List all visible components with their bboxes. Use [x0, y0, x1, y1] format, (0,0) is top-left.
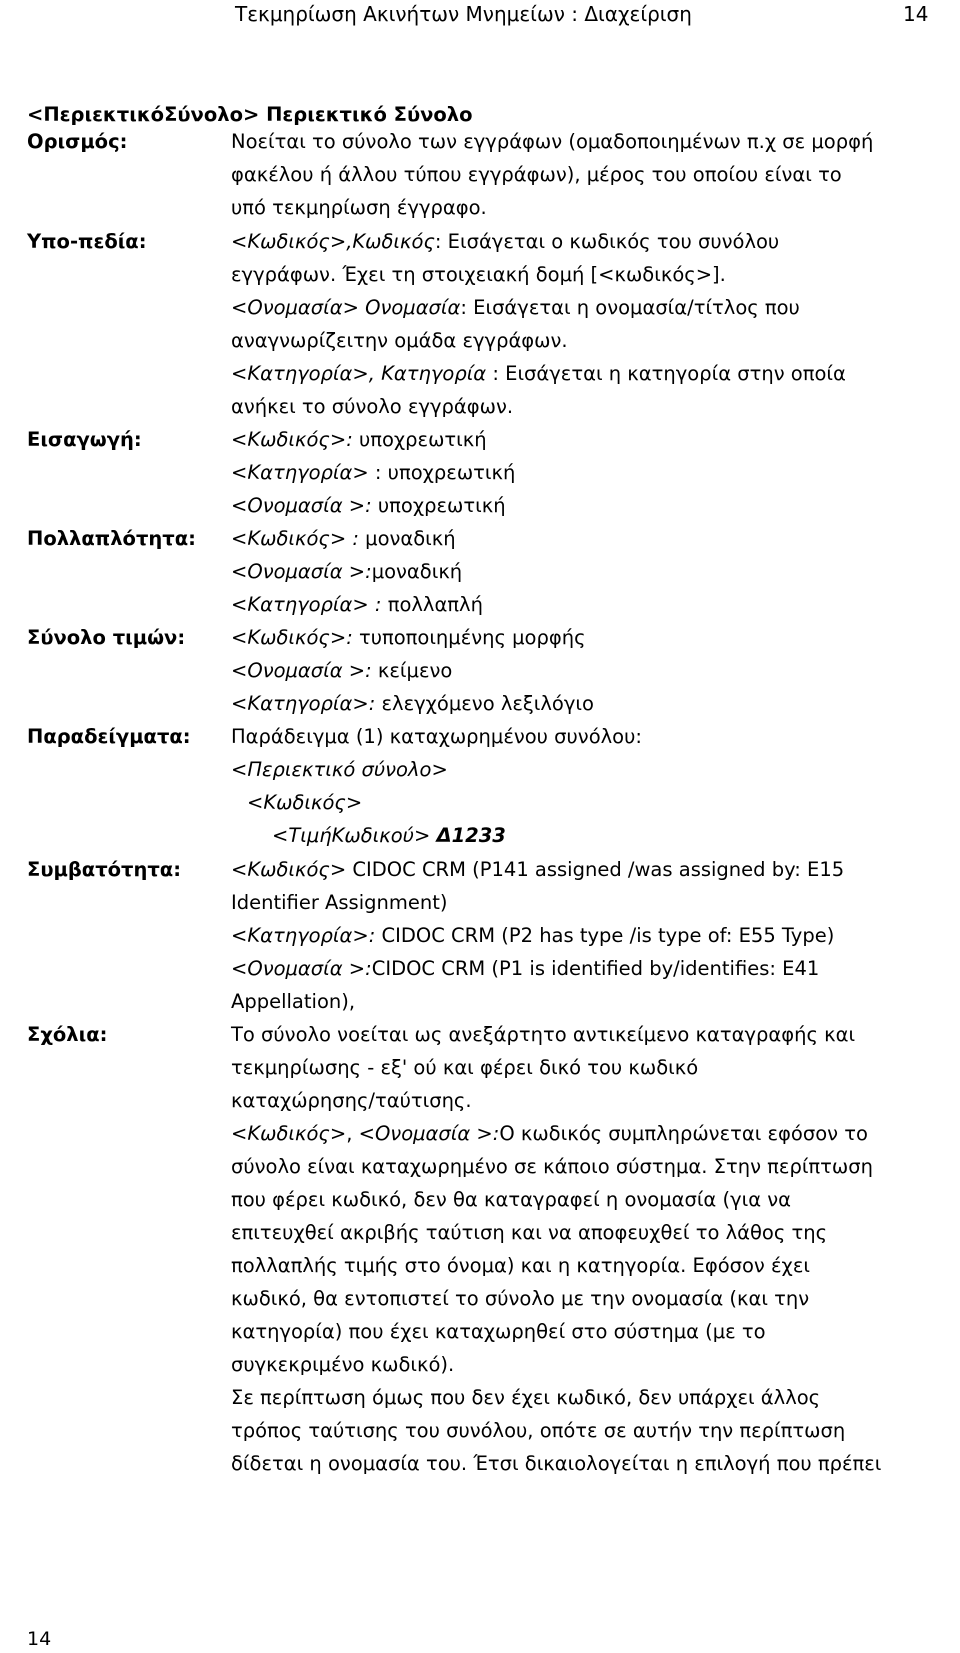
subfields-line — [231, 296, 800, 319]
compatibility-line — [231, 858, 844, 881]
multiplicity-line — [231, 560, 462, 583]
definition-line: φακέλου ή άλλου τύπου εγγράφων), μέρος του οποίου είναι το — [231, 163, 842, 186]
example-line — [272, 824, 506, 847]
compatibility-line: Appellation), — [231, 990, 356, 1013]
compatibility-line: Identifier Assignment) — [231, 891, 448, 914]
example-line — [231, 758, 448, 781]
example-value-tag: <ΤιμήΚωδικού> — [272, 824, 431, 847]
subfield-text: : Εισάγεται η ονομασία/τίτλος που — [460, 296, 800, 319]
name-field-ref: <Ονομασία> Ονομασία — [231, 296, 461, 319]
value-set-text: τυποποιημένης μορφής — [352, 626, 586, 649]
subfields-line: αναγνωρίζειτην ομάδα εγγράφων. — [231, 329, 568, 352]
name-field-ref: <Ονομασία >: — [231, 957, 372, 980]
comment-line: Σε περίπτωση όμως που δεν έχει κωδικό, δεν υπάρχει άλλος — [231, 1386, 821, 1409]
code-field-ref: <Κωδικός>: — [231, 428, 353, 451]
subfield-text: : Εισάγεται ο κωδικός του συνόλου — [434, 230, 780, 253]
compatibility-line — [231, 924, 834, 947]
code-field-ref: <Κωδικός>,Κωδικός — [231, 230, 435, 253]
comment-line: σύνολο είναι καταχωρημένο σε κάποιο σύστημα. Στην περίπτωση — [231, 1155, 873, 1178]
comment-line: Το σύνολο νοείται ως ανεξάρτητο αντικείμενο καταγραφής και — [231, 1023, 856, 1046]
example-line — [247, 791, 362, 814]
category-field-ref: <Κατηγορία> — [231, 461, 369, 484]
page-header-title: Τεκμηρίωση Ακινήτων Μνημείων : Διαχείριση — [235, 2, 692, 26]
comment-line — [231, 1122, 868, 1145]
comment-line: επιτευχθεί ακριβής ταύτιση και να αποφευχθεί το λάθος της — [231, 1221, 828, 1244]
value-set-label: Σύνολο τιμών: — [27, 626, 186, 649]
comment-text: Ο κωδικός συμπληρώνεται εφόσον το — [499, 1122, 868, 1145]
definition-line: υπό τεκμηρίωση έγγραφο. — [231, 196, 487, 219]
subfield-text: : Εισάγεται η κατηγορία στην οποία — [486, 362, 846, 385]
compatibility-text: CIDOC CRM (P2 has type /is type of: E55 Type) — [375, 924, 835, 947]
name-field-ref: <Ονομασία >: — [358, 1122, 500, 1145]
entry-label: Εισαγωγή: — [27, 428, 142, 451]
value-set-line — [231, 659, 452, 682]
category-field-ref: <Κατηγορία>: — [231, 924, 376, 947]
category-field-ref: <Κατηγορία>: — [231, 692, 376, 715]
comment-line: πολλαπλής τιμής στο όνομα) και η κατηγορία. Εφόσον έχει — [231, 1254, 810, 1277]
multiplicity-line — [231, 527, 456, 550]
entry-text: : υποχρεωτική — [368, 461, 516, 484]
code-field-ref: <Κωδικός> — [231, 1122, 347, 1145]
name-field-ref: <Ονομασία >: — [231, 560, 372, 583]
entry-text: υποχρεωτική — [352, 428, 487, 451]
code-field-ref: <Κωδικός> — [231, 858, 347, 881]
name-field-ref: <Ονομασία >: — [231, 659, 372, 682]
comment-line: κωδικό, θα εντοπιστεί το σύνολο με την ονομασία (και την — [231, 1287, 810, 1310]
page-header-number: 14 — [903, 2, 929, 26]
name-field-ref: <Ονομασία >: — [231, 494, 372, 517]
multiplicity-label: Πολλαπλότητα: — [27, 527, 196, 550]
page-footer-number: 14 — [27, 1628, 52, 1650]
value-set-text: ελεγχόμενο λεξιλόγιο — [375, 692, 594, 715]
entry-line — [231, 428, 487, 451]
compatibility-text: CIDOC CRM (P1 is identified by/identifies: E41 — [371, 957, 820, 980]
compatibility-text: CIDOC CRM (P141 assigned /was assigned by: E15 — [346, 858, 845, 881]
subfields-line — [231, 362, 846, 385]
code-field-ref: <Κωδικός> : — [231, 527, 359, 550]
comments-label: Σχόλια: — [27, 1023, 108, 1046]
example-code-tag: <Κωδικός> — [247, 791, 363, 814]
examples-label: Παραδείγματα: — [27, 725, 191, 748]
subfields-line — [231, 230, 779, 253]
comment-line: που φέρει κωδικό, δεν θα καταγραφεί η ονομασία (για να — [231, 1188, 792, 1211]
value-set-line — [231, 692, 594, 715]
entry-line — [231, 494, 506, 517]
category-field-ref: <Κατηγορία> : — [231, 593, 382, 616]
definition-label: Ορισμός: — [27, 130, 128, 153]
multiplicity-text: μοναδική — [371, 560, 463, 583]
comment-line: τεκμηρίωσης - εξ' ού και φέρει δικό του κωδικό — [231, 1056, 699, 1079]
example-line: Παράδειγμα (1) καταχωρημένου συνόλου: — [231, 725, 642, 748]
comment-line: τρόπος ταύτισης του συνόλου, οπότε σε αυτήν την περίπτωση — [231, 1419, 846, 1442]
subfields-line: ανήκει το σύνολο εγγράφων. — [231, 395, 514, 418]
comment-separator: , — [346, 1122, 359, 1145]
section-heading: <ΠεριεκτικόΣύνολο> Περιεκτικό Σύνολο — [27, 103, 473, 126]
entry-line — [231, 461, 515, 484]
comment-line: καταχώρησης/ταύτισης. — [231, 1089, 472, 1112]
code-field-ref: <Κωδικός>: — [231, 626, 353, 649]
comment-line: κατηγορία) που έχει καταχωρηθεί στο σύστημα (με το — [231, 1320, 766, 1343]
multiplicity-text: πολλαπλή — [381, 593, 483, 616]
value-set-text: κείμενο — [371, 659, 453, 682]
compatibility-label: Συμβατότητα: — [27, 858, 182, 881]
comment-line: συγκεκριμένο κωδικό). — [231, 1353, 455, 1376]
subfields-label: Υπο-πεδία: — [27, 230, 147, 253]
entry-text: υποχρεωτική — [371, 494, 506, 517]
compatibility-line — [231, 957, 819, 980]
multiplicity-line — [231, 593, 483, 616]
example-value: Δ1233 — [436, 824, 506, 847]
subfields-line: εγγράφων. Έχει τη στοιχειακή δομή [<κωδικός>]. — [231, 263, 726, 286]
comment-line: δίδεται η ονομασία του. Έτσι δικαιολογείται η επιλογή που πρέπει — [231, 1452, 882, 1475]
value-set-line — [231, 626, 586, 649]
example-collection-tag: <Περιεκτικό σύνολο> — [231, 758, 448, 781]
category-field-ref: <Κατηγορία>, Κατηγορία — [231, 362, 487, 385]
definition-line: Νοείται το σύνολο των εγγράφων (ομαδοποιημένων π.χ σε μορφή — [231, 130, 874, 153]
multiplicity-text: μοναδική — [358, 527, 456, 550]
